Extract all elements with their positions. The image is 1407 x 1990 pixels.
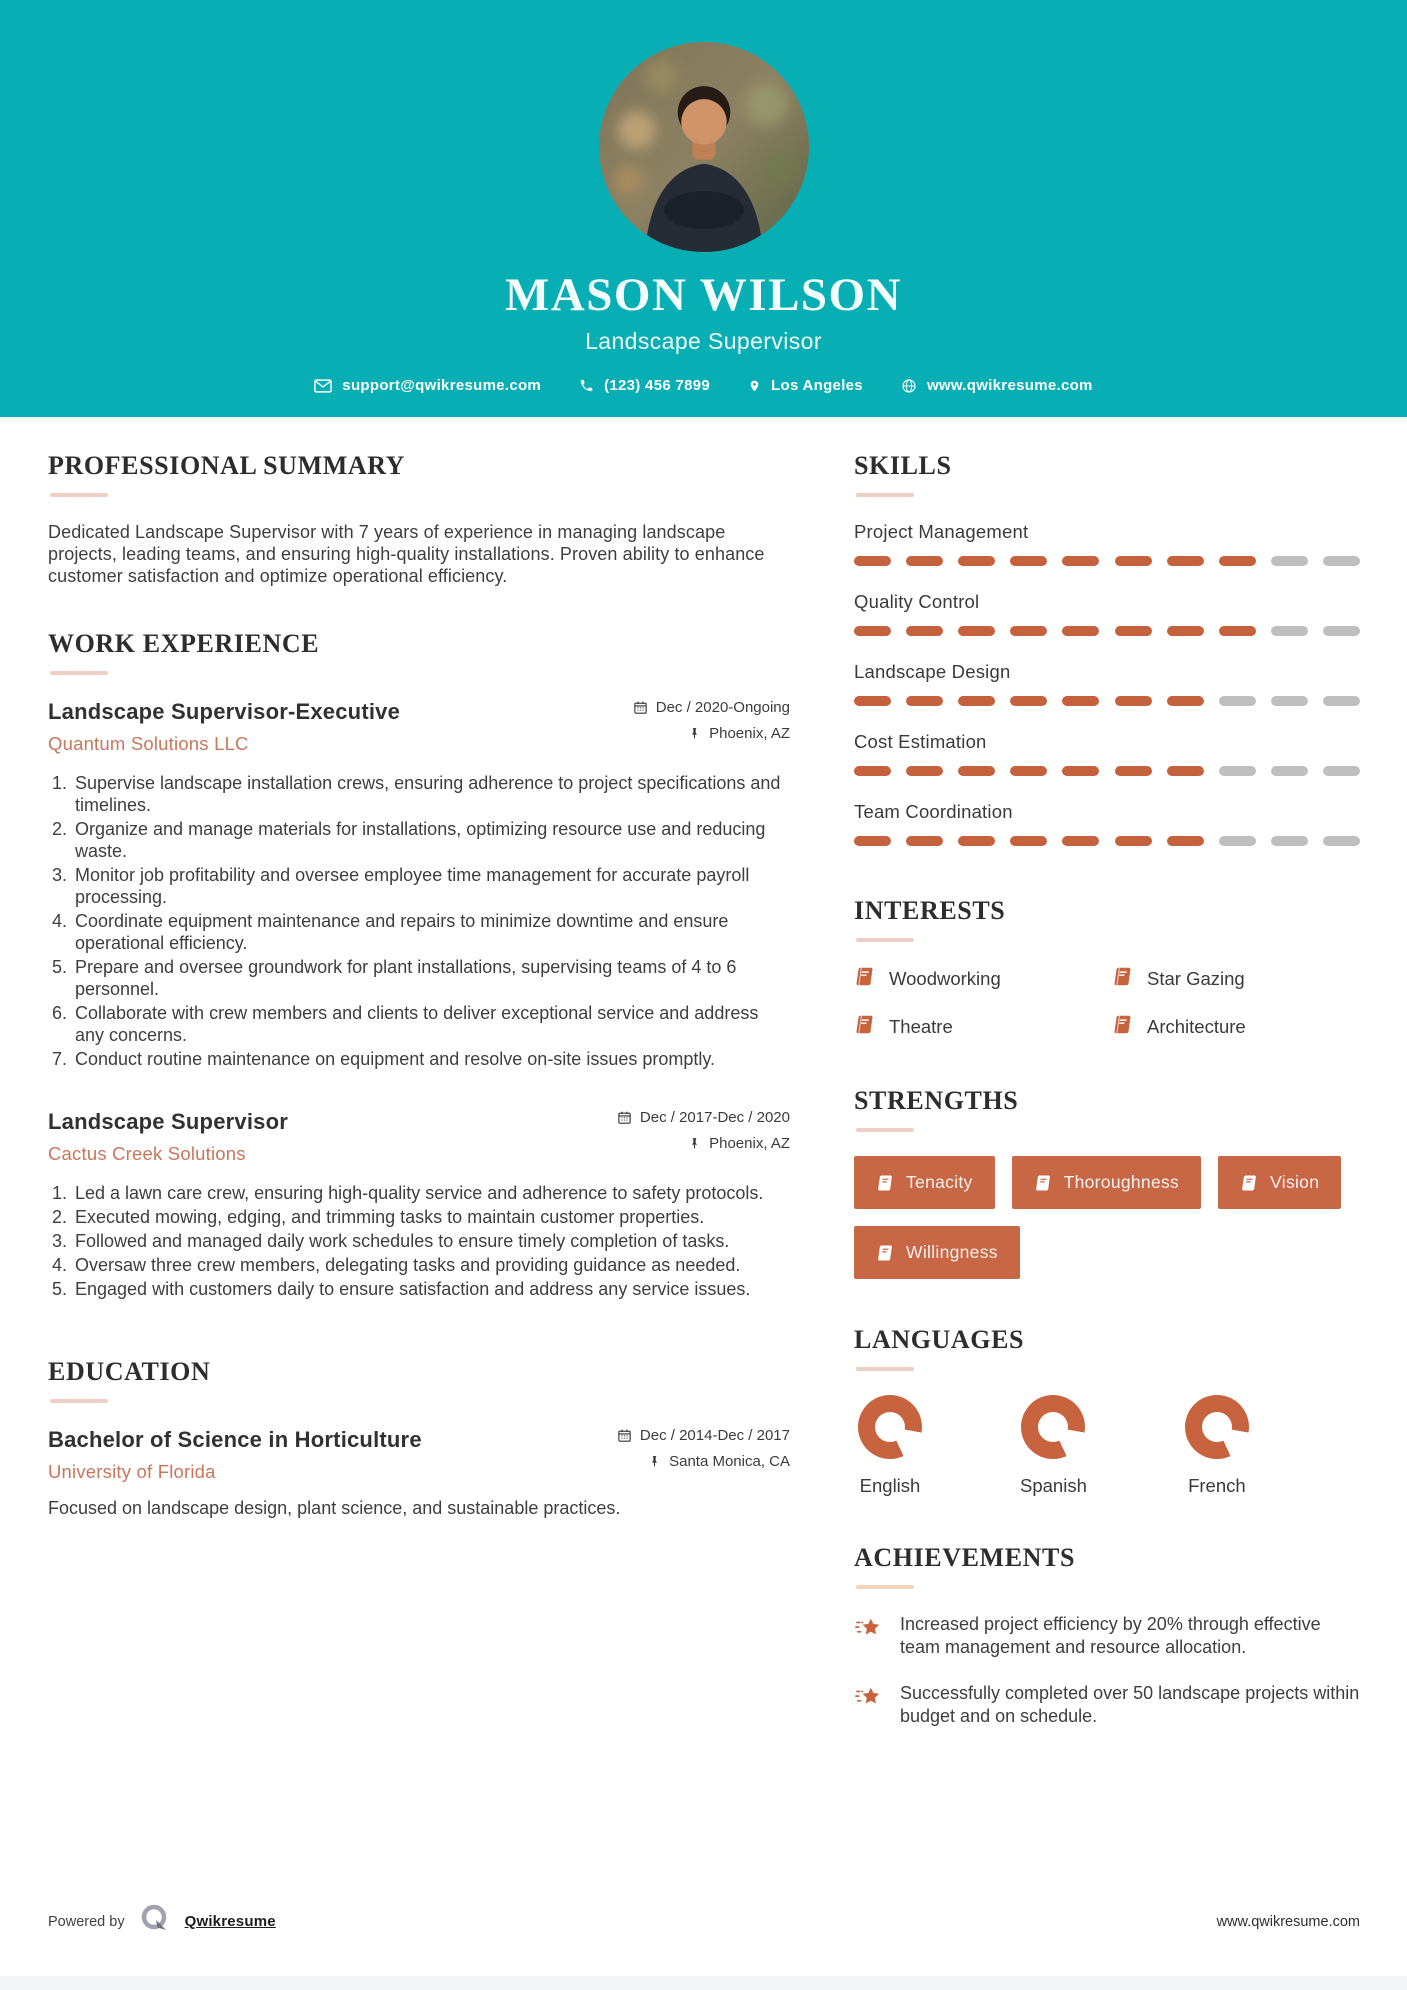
candidate-title: Landscape Supervisor <box>585 328 822 354</box>
heading-underline <box>856 938 914 942</box>
school-name: University of Florida <box>48 1460 216 1482</box>
skill-dash <box>1271 836 1308 846</box>
contact-location <box>748 377 863 394</box>
job-bullet: 2. Organize and manage materials for installations, optimizing resource use and reducing waste. <box>72 819 790 863</box>
header <box>0 0 1407 417</box>
skill-dash <box>1271 766 1308 776</box>
right-column <box>854 451 1360 1769</box>
job-entry <box>48 699 790 1070</box>
strength-badge <box>1012 1156 1201 1209</box>
pushpin-icon <box>648 1454 661 1469</box>
achievements-heading: ACHIEVEMENTS <box>854 1543 1076 1572</box>
section-education <box>48 1357 790 1520</box>
strength-badge <box>1218 1156 1341 1209</box>
skill-dash <box>906 836 943 846</box>
skill-dash <box>1167 836 1204 846</box>
skill-item <box>854 661 1360 706</box>
skill-item <box>854 731 1360 776</box>
map-pin-icon <box>748 378 761 394</box>
book-icon <box>854 966 875 992</box>
skill-dash <box>1167 556 1204 566</box>
education-dates: Dec / 2014-Dec / 2017 <box>639 1426 790 1444</box>
skill-item <box>854 591 1360 636</box>
skill-dash <box>1167 766 1204 776</box>
skill-dash <box>1115 696 1152 706</box>
interest-label: Woodworking <box>889 968 1001 989</box>
job-title: Landscape Supervisor-Executive <box>48 699 401 725</box>
candidate-name: MASON WILSON <box>504 269 903 321</box>
skill-dash <box>906 626 943 636</box>
skill-dash <box>854 836 891 846</box>
heading-underline <box>856 493 914 497</box>
skills-heading: SKILLS <box>854 451 952 480</box>
section-strengths <box>854 1086 1360 1279</box>
book-icon <box>1112 966 1133 992</box>
skill-dash <box>958 626 995 636</box>
section-interests <box>854 896 1360 1040</box>
skill-dash <box>1323 626 1360 636</box>
skill-dash <box>1115 626 1152 636</box>
job-bullet: 2. Executed mowing, edging, and trimming tasks to maintain customer properties. <box>72 1207 790 1229</box>
job-bullet: 5. Engaged with customers daily to ensure satisfaction and address any service issues. <box>72 1279 790 1301</box>
skill-dash <box>1062 766 1099 776</box>
skill-dash <box>1271 696 1308 706</box>
footer <box>48 1901 1360 1942</box>
job-title: Landscape Supervisor <box>48 1108 288 1134</box>
globe-icon <box>901 378 917 394</box>
skill-dash <box>1219 556 1256 566</box>
job-company: Quantum Solutions LLC <box>48 733 249 755</box>
skill-dash <box>1062 626 1099 636</box>
contact-phone <box>579 377 710 394</box>
language-label: French <box>1188 1475 1246 1496</box>
skill-name: Cost Estimation <box>854 731 987 752</box>
heading-underline <box>50 1399 108 1403</box>
skill-dash <box>958 766 995 776</box>
interest-label: Star Gazing <box>1147 968 1245 989</box>
job-dates: Dec / 2020-Ongoing <box>655 699 790 717</box>
powered-by-text: Powered by <box>48 1913 125 1930</box>
language-level-donut <box>1185 1395 1249 1459</box>
skill-dash <box>1167 696 1204 706</box>
contact-email-text: support@qwikresume.com <box>342 377 542 394</box>
skill-dash <box>1323 766 1360 776</box>
skill-name: Landscape Design <box>854 661 1011 682</box>
education-meta <box>617 1427 790 1479</box>
skill-dash <box>1010 696 1047 706</box>
job-bullet: 5. Prepare and oversee groundwork for plant installations, supervising teams of 4 to 6 personnel. <box>72 957 790 1001</box>
profile-photo-illustration <box>599 42 809 252</box>
section-experience <box>48 629 790 1300</box>
calendar-icon <box>633 700 648 715</box>
language-level-donut <box>858 1395 922 1459</box>
skill-dash <box>1167 626 1204 636</box>
job-company: Cactus Creek Solutions <box>48 1142 246 1164</box>
contact-row <box>314 377 1092 394</box>
skill-dash <box>1219 766 1256 776</box>
skill-level-bar <box>854 836 1360 846</box>
skill-dash <box>1010 556 1047 566</box>
job-location: Phoenix, AZ <box>709 725 790 743</box>
strength-label: Vision <box>1270 1172 1320 1192</box>
job-dates: Dec / 2017-Dec / 2020 <box>639 1108 790 1126</box>
achievement-item <box>854 1682 1360 1727</box>
language-label: Spanish <box>1020 1475 1087 1496</box>
skill-dash <box>1010 766 1047 776</box>
language-item <box>1020 1395 1087 1497</box>
pushpin-icon <box>688 726 701 741</box>
heading-underline <box>50 671 108 675</box>
interests-heading: INTERESTS <box>854 896 1006 925</box>
skill-dash <box>1219 696 1256 706</box>
contact-phone-text: (123) 456 7899 <box>604 377 711 394</box>
interest-label: Architecture <box>1147 1016 1246 1037</box>
job-bullet: 6. Collaborate with crew members and clients to deliver exceptional service and address any concerns. <box>72 1003 790 1047</box>
job-bullet: 3. Followed and managed daily work schedules to ensure timely completion of tasks. <box>72 1231 790 1253</box>
heading-underline <box>856 1367 914 1371</box>
strength-label: Tenacity <box>906 1172 973 1192</box>
job-meta <box>617 1109 790 1161</box>
language-level-donut <box>1021 1395 1085 1459</box>
skill-name: Quality Control <box>854 591 980 612</box>
experience-heading: WORK EXPERIENCE <box>48 629 320 659</box>
qwikresume-q-icon <box>137 1901 173 1942</box>
skill-level-bar <box>854 766 1360 776</box>
language-item <box>1185 1395 1249 1497</box>
section-summary <box>48 451 790 587</box>
skill-dash <box>1271 556 1308 566</box>
resume-body <box>0 417 1407 1769</box>
book-icon <box>1240 1174 1258 1192</box>
skill-item <box>854 521 1360 566</box>
skill-dash <box>1010 836 1047 846</box>
job-meta <box>633 699 790 751</box>
job-location: Phoenix, AZ <box>709 1134 790 1152</box>
contact-location-text: Los Angeles <box>771 377 863 394</box>
education-heading: EDUCATION <box>48 1356 211 1386</box>
calendar-icon <box>617 1110 632 1125</box>
job-bullet: 1. Supervise landscape installation crews, ensuring adherence to project specifications and timelines. <box>72 773 790 817</box>
strength-label: Willingness <box>906 1242 998 1262</box>
skill-dash <box>958 556 995 566</box>
skill-dash <box>906 556 943 566</box>
skill-dash <box>1323 556 1360 566</box>
strength-label: Thoroughness <box>1063 1172 1180 1192</box>
skill-dash <box>1115 766 1152 776</box>
education-location: Santa Monica, CA <box>669 1452 790 1470</box>
job-bullet: 4. Oversaw three crew members, delegating tasks and providing guidance as needed. <box>72 1255 790 1277</box>
skill-dash <box>958 696 995 706</box>
section-languages <box>854 1325 1360 1497</box>
interest-item <box>1112 1014 1360 1040</box>
strengths-heading: STRENGTHS <box>854 1086 1019 1115</box>
skill-dash <box>854 766 891 776</box>
skill-dash <box>1062 836 1099 846</box>
skill-dash <box>1323 696 1360 706</box>
book-icon <box>1034 1174 1052 1192</box>
book-icon <box>876 1174 894 1192</box>
skill-dash <box>1062 556 1099 566</box>
qwikresume-link[interactable]: Qwikresume <box>184 1913 276 1930</box>
strength-badge <box>854 1156 995 1209</box>
shooting-star-icon <box>854 1613 884 1658</box>
languages-heading: LANGUAGES <box>854 1325 1025 1354</box>
profile-photo <box>599 42 809 252</box>
phone-icon <box>579 378 594 393</box>
summary-text: Dedicated Landscape Supervisor with 7 years of experience in managing landscape projects, leading teams, and ensuring high-quality installations. Proven ability to enhance customer satisfaction and optimize operational efficiency. <box>48 522 765 587</box>
job-bullet: 4. Coordinate equipment maintenance and repairs to minimize downtime and ensure operational efficiency. <box>72 911 790 955</box>
book-icon <box>854 1014 875 1040</box>
book-icon <box>876 1244 894 1262</box>
left-column <box>48 451 790 1769</box>
language-item <box>858 1395 922 1497</box>
contact-email[interactable] <box>314 377 541 394</box>
envelope-icon <box>314 379 332 393</box>
education-description: Focused on landscape design, plant science, and sustainable practices. <box>48 1497 621 1518</box>
degree-title: Bachelor of Science in Horticulture <box>48 1426 422 1452</box>
skill-dash <box>854 556 891 566</box>
book-icon <box>1112 1014 1133 1040</box>
calendar-icon <box>617 1428 632 1443</box>
skill-dash <box>1323 836 1360 846</box>
job-bullet: 7. Conduct routine maintenance on equipment and resolve on-site issues promptly. <box>72 1049 790 1071</box>
section-achievements <box>854 1543 1360 1727</box>
skill-dash <box>1010 626 1047 636</box>
achievement-text: Successfully completed over 50 landscape projects within budget and on schedule. <box>900 1683 1360 1726</box>
skill-dash <box>1219 836 1256 846</box>
skill-dash <box>906 766 943 776</box>
heading-underline <box>856 1585 914 1589</box>
skill-level-bar <box>854 556 1360 566</box>
job-bullet: 1. Led a lawn care crew, ensuring high-quality service and adherence to safety protocols. <box>72 1183 790 1205</box>
job-entry <box>48 1109 790 1301</box>
interest-item <box>1112 966 1360 992</box>
strength-badge <box>854 1226 1020 1279</box>
contact-website[interactable] <box>901 377 1093 394</box>
language-label: English <box>859 1475 921 1496</box>
contact-website-text: www.qwikresume.com <box>926 377 1093 394</box>
shooting-star-icon <box>854 1682 884 1727</box>
footer-website: www.qwikresume.com <box>1216 1913 1360 1930</box>
achievement-text: Increased project efficiency by 20% through effective team management and resource allocation. <box>900 1614 1321 1657</box>
pushpin-icon <box>688 1136 701 1151</box>
bottom-band <box>0 1976 1407 1990</box>
heading-underline <box>50 493 108 497</box>
achievement-item <box>854 1613 1360 1658</box>
skill-level-bar <box>854 696 1360 706</box>
skill-dash <box>854 626 891 636</box>
skill-dash <box>854 696 891 706</box>
heading-underline <box>856 1128 914 1132</box>
skill-dash <box>1115 556 1152 566</box>
skill-dash <box>1062 696 1099 706</box>
skill-dash <box>1271 626 1308 636</box>
job-bullet-list <box>48 1183 790 1301</box>
skill-dash <box>1219 626 1256 636</box>
skill-name: Team Coordination <box>854 801 1013 822</box>
interest-label: Theatre <box>889 1016 953 1037</box>
summary-heading: PROFESSIONAL SUMMARY <box>48 451 406 480</box>
skill-dash <box>906 696 943 706</box>
skill-dash <box>958 836 995 846</box>
skill-name: Project Management <box>854 521 1029 542</box>
skill-dash <box>1115 836 1152 846</box>
interest-item <box>854 966 1102 992</box>
job-bullet-list <box>48 773 790 1070</box>
job-bullet: 3. Monitor job profitability and oversee employee time management for accurate payroll processing. <box>72 865 790 909</box>
section-skills <box>854 451 1360 846</box>
interest-item <box>854 1014 1102 1040</box>
skill-level-bar <box>854 626 1360 636</box>
skill-item <box>854 801 1360 846</box>
